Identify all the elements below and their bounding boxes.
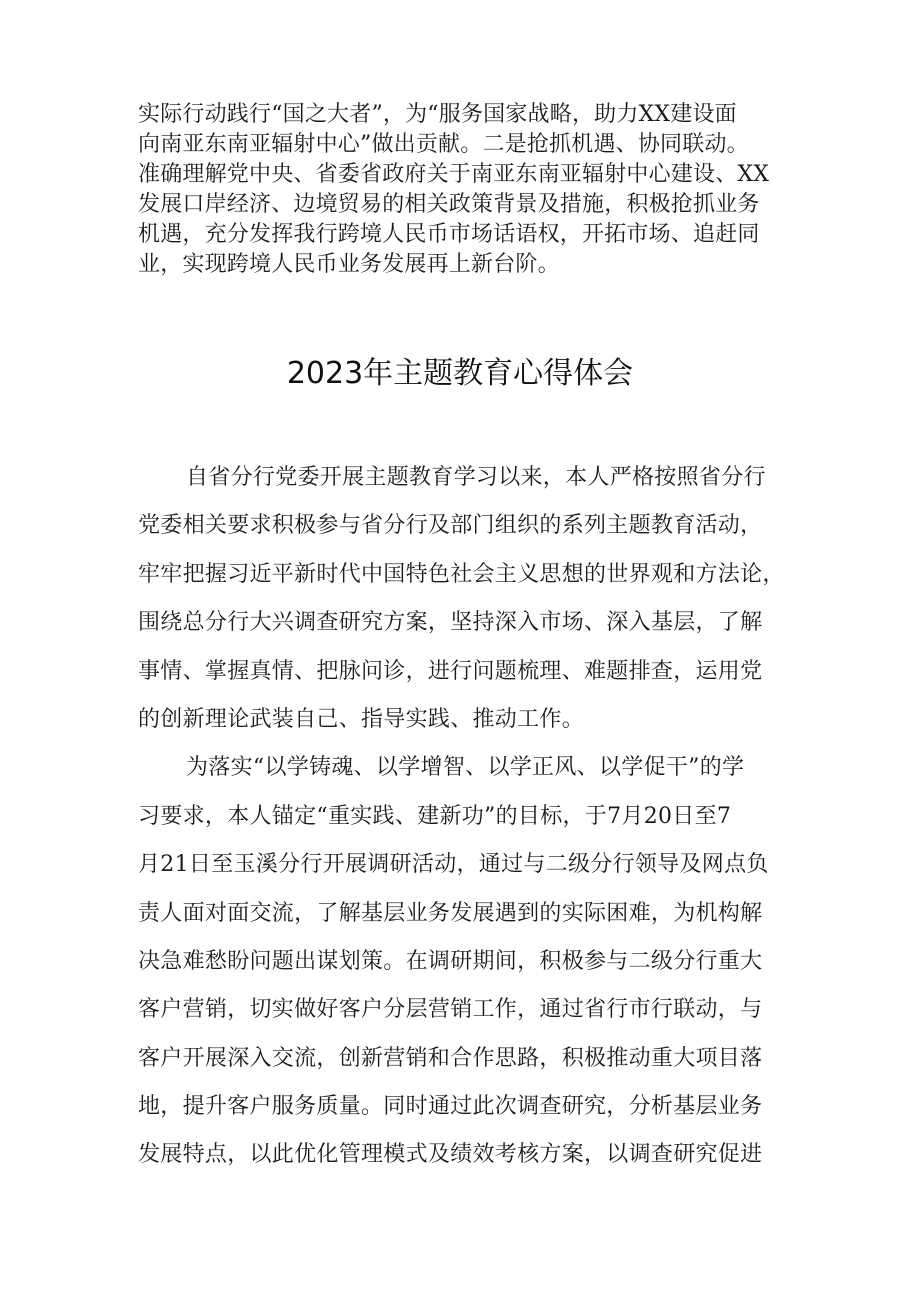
- text-line: 月21日至玉溪分行开展调研活动，通过与二级分行领导及网点负: [138, 852, 769, 878]
- text-line: 发展特点，以此优化管理模式及绩效考核方案，以调查研究促进: [138, 1142, 763, 1168]
- text-line: 机遇，充分发挥我行跨境人民币市场话语权，开拓市场、追赶同: [138, 222, 760, 247]
- paragraph-first-line: 自省分行党委开展主题教育学习以来，本人严格按照省分行: [186, 465, 766, 490]
- text-line: 的创新理论武装自己、指导实践、推动工作。: [138, 706, 585, 732]
- text-line: 围绕总分行大兴调查研究方案，坚持深入市场、深入基层，了解: [138, 610, 763, 636]
- text-line: 客户开展深入交流，创新营销和合作思路，积极推动重大项目落: [138, 1045, 763, 1071]
- text-line: 党委相关要求积极参与省分行及部门组织的系列主题教育活动，: [138, 513, 763, 539]
- text-line: 向南亚东南亚辐射中心”做出贡献。二是抢抓机遇、协同联动。: [138, 132, 749, 157]
- text-line: 地，提升客户服务质量。同时通过此次调查研究，分析基层业务: [138, 1094, 763, 1120]
- document-body: [138, 454, 806, 1180]
- text-line: 习要求，本人锚定“重实践、建新功”的目标，于7月20日至7: [138, 803, 732, 829]
- text-line: 客户营销，切实做好客户分层营销工作，通过省行市行联动，与: [138, 997, 763, 1023]
- document-title: 2023年主题教育心得体会: [286, 356, 634, 391]
- text-line: 发展口岸经济、边境贸易的相关政策背景及措施，积极抢抓业务: [138, 192, 760, 217]
- continued-paragraph: [138, 100, 800, 280]
- text-line: 准确理解党中央、省委省政府关于南亚东南亚辐射中心建设、XX: [138, 162, 770, 187]
- text-line: 业，实现跨境人民币业务发展再上新台阶。: [138, 252, 560, 277]
- text-line: 决急难愁盼问题出谋划策。在调研期间，积极参与二级分行重大: [138, 948, 763, 974]
- text-line: 事情、掌握真情、把脉问诊，进行问题梳理、难题排查，运用党: [138, 658, 763, 684]
- text-line: 实际行动践行“国之大者”，为“服务国家战略，助力XX建设面: [138, 102, 737, 127]
- text-line: 责人面对面交流，了解基层业务发展遇到的实际困难，为机构解: [138, 900, 763, 926]
- text-line: 牢牢把握习近平新时代中国特色社会主义思想的世界观和方法论，: [138, 561, 785, 587]
- paragraph-first-line: 为落实“以学铸魂、以学增智、以学正风、以学促干”的学: [186, 755, 745, 781]
